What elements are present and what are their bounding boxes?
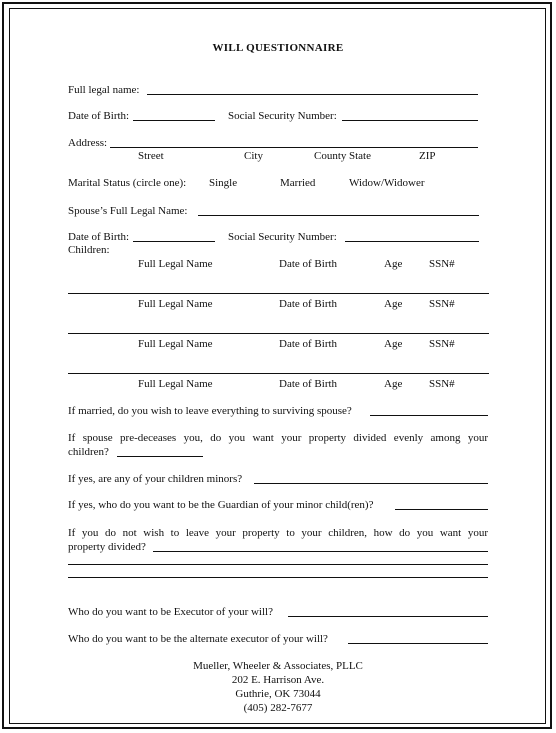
child-ssn-caption: SSN#: [429, 298, 455, 310]
question-property-division-cont: property divided?: [68, 541, 146, 553]
answer-line-property-division[interactable]: [153, 551, 488, 552]
marital-status-label: Marital Status (circle one):: [68, 177, 187, 189]
spouse-dob-label: Date of Birth:: [68, 231, 130, 243]
child-entry-line[interactable]: [68, 293, 489, 294]
question-children-minors: If yes, are any of your children minors?: [68, 473, 243, 485]
page-title: WILL QUESTIONNAIRE: [212, 42, 344, 54]
address-zip-caption: ZIP: [419, 150, 436, 162]
full-legal-name-line[interactable]: [147, 94, 478, 95]
footer-firm-name: Mueller, Wheeler & Associates, PLLC: [193, 660, 363, 672]
question-property-division: If you do not wish to leave your property to your children, how do you want your: [68, 527, 488, 539]
child-dob-caption: Date of Birth: [279, 298, 338, 310]
ssn-label: Social Security Number:: [228, 110, 337, 122]
marital-option-single[interactable]: Single: [209, 177, 238, 189]
question-executor: Who do you want to be Executor of your will?: [68, 606, 273, 618]
child-ssn-caption: SSN#: [429, 258, 455, 270]
marital-option-married[interactable]: Married: [280, 177, 316, 189]
child-age-caption: Age: [384, 298, 403, 310]
spouse-ssn-line[interactable]: [345, 241, 479, 242]
child-name-caption: Full Legal Name: [138, 378, 213, 390]
address-state-caption: State: [349, 150, 371, 162]
answer-line-children-minors[interactable]: [254, 483, 488, 484]
child-name-caption: Full Legal Name: [138, 298, 213, 310]
child-name-caption: Full Legal Name: [138, 258, 213, 270]
footer-phone: (405) 282-7677: [243, 702, 313, 714]
address-county-caption: County: [314, 150, 347, 162]
full-legal-name-label: Full legal name:: [68, 84, 140, 96]
question-surviving-spouse: If married, do you wish to leave everything to surviving spouse?: [68, 405, 352, 417]
address-line[interactable]: [110, 147, 478, 148]
marital-option-widow[interactable]: Widow/Widower: [349, 177, 425, 189]
child-age-caption: Age: [384, 378, 403, 390]
question-spouse-predeceases-cont: children?: [68, 446, 109, 458]
answer-line-property-division-extra[interactable]: [68, 564, 488, 565]
address-label: Address:: [68, 137, 108, 149]
child-dob-caption: Date of Birth: [279, 338, 338, 350]
answer-line-alternate-executor[interactable]: [348, 643, 488, 644]
answer-line-spouse-predeceases[interactable]: [117, 456, 203, 457]
address-street-caption: Street: [138, 150, 164, 162]
child-dob-caption: Date of Birth: [279, 378, 338, 390]
children-label: Children:: [68, 244, 110, 256]
answer-line-executor[interactable]: [288, 616, 488, 617]
child-dob-caption: Date of Birth: [279, 258, 338, 270]
question-guardian: If yes, who do you want to be the Guardian of your minor child(ren)?: [68, 499, 374, 511]
dob-label: Date of Birth:: [68, 110, 130, 122]
address-city-caption: City: [244, 150, 263, 162]
question-alternate-executor: Who do you want to be the alternate executor of your will?: [68, 633, 328, 645]
footer-street: 202 E. Harrison Ave.: [231, 674, 325, 686]
child-age-caption: Age: [384, 338, 403, 350]
dob-line[interactable]: [133, 120, 215, 121]
child-ssn-caption: SSN#: [429, 338, 455, 350]
spouse-name-line[interactable]: [198, 215, 479, 216]
spouse-dob-line[interactable]: [133, 241, 215, 242]
ssn-line[interactable]: [342, 120, 478, 121]
answer-line-surviving-spouse[interactable]: [370, 415, 488, 416]
question-spouse-predeceases: If spouse pre-deceases you, do you want your property divided evenly among your: [68, 432, 488, 444]
answer-line-property-division-extra[interactable]: [68, 577, 488, 578]
child-age-caption: Age: [384, 258, 403, 270]
spouse-ssn-label: Social Security Number:: [228, 231, 337, 243]
spouse-name-label: Spouse’s Full Legal Name:: [68, 205, 188, 217]
footer-city: Guthrie, OK 73044: [235, 688, 321, 700]
answer-line-guardian[interactable]: [395, 509, 488, 510]
child-ssn-caption: SSN#: [429, 378, 455, 390]
child-name-caption: Full Legal Name: [138, 338, 213, 350]
child-entry-line[interactable]: [68, 373, 489, 374]
child-entry-line[interactable]: [68, 333, 489, 334]
